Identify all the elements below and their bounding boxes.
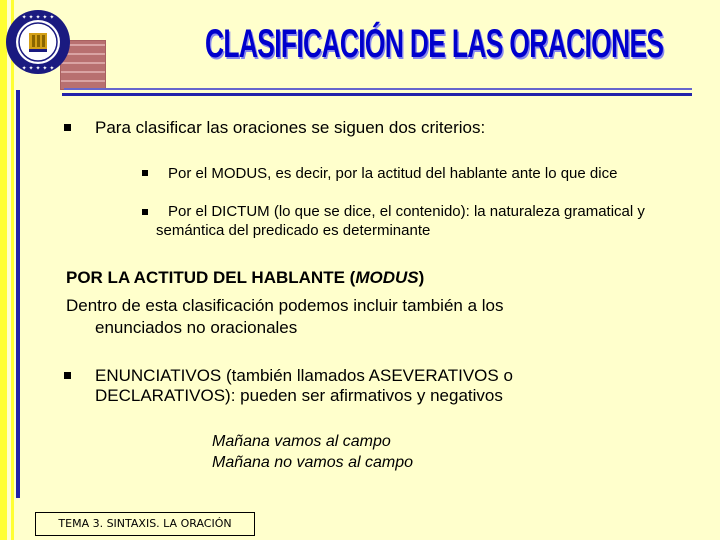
bullet-icon xyxy=(64,372,71,379)
title-underline-light xyxy=(64,88,692,90)
section-heading: POR LA ACTITUD DEL HABLANTE (MODUS) xyxy=(66,268,425,287)
criterion-dictum: Por el DICTUM (lo que se dice, el contenido): la naturaleza gramatical y semántica del predicado es determinante xyxy=(156,203,645,239)
enunciativos-line-1: ENUNCIATIVOS (también llamados ASEVERATIVOS o xyxy=(95,366,513,385)
bullet-icon xyxy=(142,170,148,176)
intro-text: Para clasificar las oraciones se siguen dos criterios: xyxy=(95,118,486,137)
svg-text:✦ ✦ ✦ ✦ ✦: ✦ ✦ ✦ ✦ ✦ xyxy=(21,65,55,72)
enunciativos-line-2: DECLARATIVOS): pueden ser afirmativos y negativos xyxy=(95,386,503,405)
example-negative: Mañana no vamos al campo xyxy=(212,454,413,471)
svg-text:✦ ✦ ✦ ✦ ✦: ✦ ✦ ✦ ✦ ✦ xyxy=(21,14,55,21)
university-logo xyxy=(4,8,72,76)
bullet-icon xyxy=(64,124,71,131)
vertical-rule xyxy=(16,90,20,498)
page-title: CLASIFICACIÓN DE LAS ORACIONES xyxy=(205,22,664,66)
criterion-modus: Por el MODUS, es decir, por la actitud del hablante ante lo que dice xyxy=(168,165,618,182)
title-underline xyxy=(62,93,692,96)
section-line-2: enunciados no oracionales xyxy=(95,318,298,337)
section-line-1: Dentro de esta clasificación podemos incluir también a los xyxy=(66,296,504,315)
left-decorative-bar xyxy=(0,0,22,540)
footer-label: TEMA 3. SINTAXIS. LA ORACIÓN xyxy=(35,512,255,536)
bullet-icon xyxy=(142,209,148,215)
example-affirmative: Mañana vamos al campo xyxy=(212,433,391,450)
